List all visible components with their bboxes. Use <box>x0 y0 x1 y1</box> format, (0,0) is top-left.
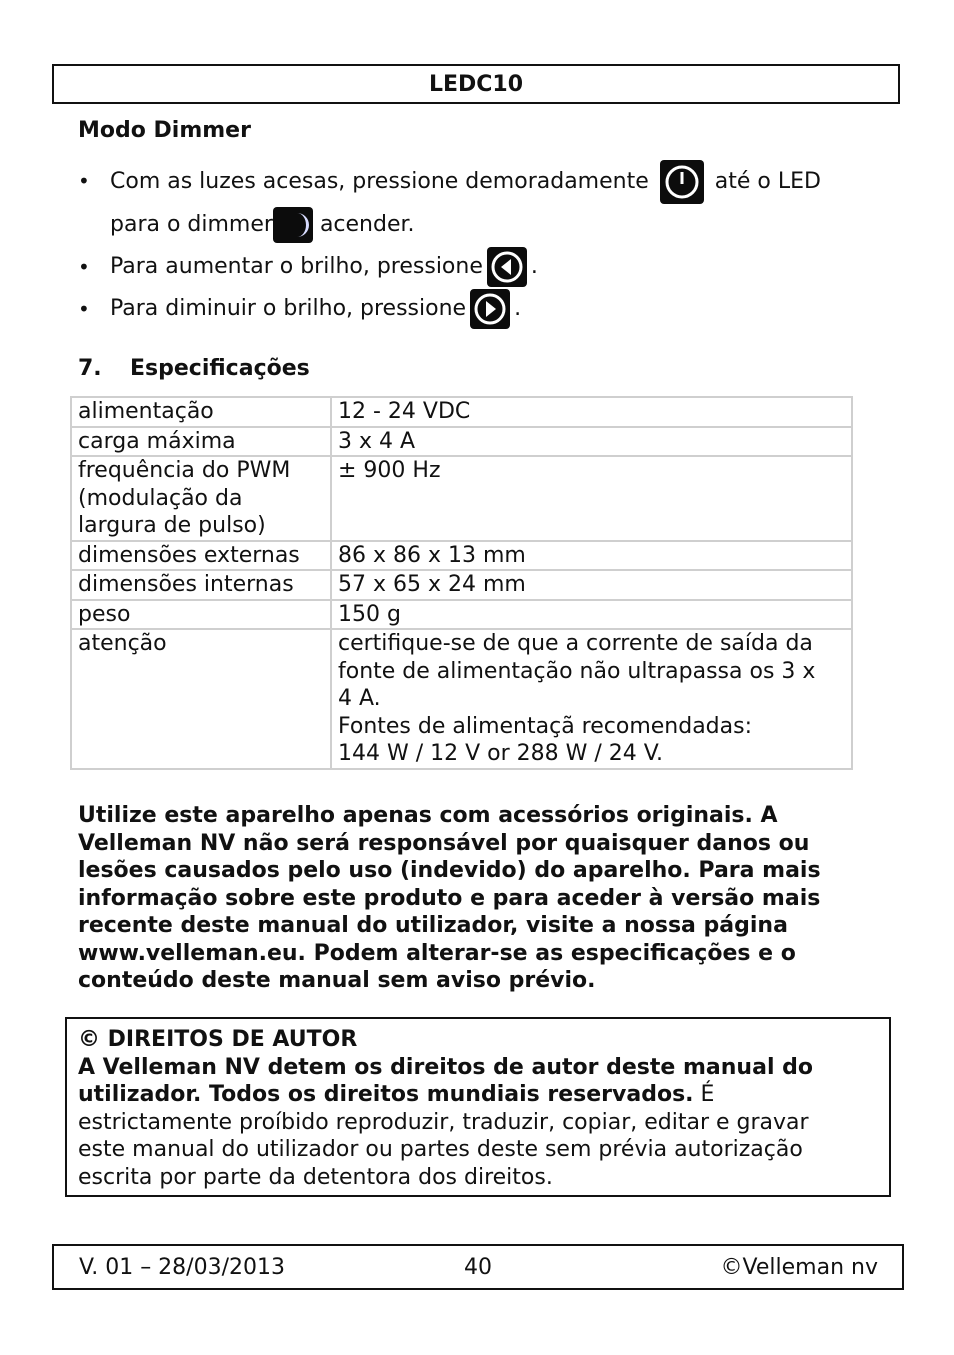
page-footer <box>52 1244 904 1290</box>
table-row <box>71 570 852 600</box>
table-row <box>71 629 852 769</box>
spec-key: dimensões internas <box>71 570 331 600</box>
specifications-heading <box>78 354 310 384</box>
page-header <box>52 64 900 104</box>
dimmer-moon-icon <box>273 207 313 243</box>
table-row <box>71 427 852 457</box>
right-arrow-icon <box>470 289 510 329</box>
list-item: • Para diminuir o brilho, pressione . <box>78 288 878 330</box>
copyright-box: © DIREITOS DE AUTOR A Velleman NV detem os direitos de autor deste manual do utilizador. Todos os direitos mundiais reservados. É estrictamente proíbido reproduzir, traduzir, copiar, editar e gravar este manual do utilizador ou partes deste sem prévia autorização escrita por parte da detentora dos direitos. <box>65 1017 891 1197</box>
spec-key: alimentação <box>71 397 331 427</box>
specifications-table <box>70 396 853 770</box>
page-number: 40 <box>464 1255 492 1280</box>
spec-value: 3 x 4 A <box>331 427 852 457</box>
spec-value: 12 - 24 VDC <box>331 397 852 427</box>
table-row <box>71 541 852 571</box>
left-arrow-icon <box>487 247 527 287</box>
dimmer-mode-heading: Modo Dimmer <box>78 118 251 143</box>
spec-key: dimensões externas <box>71 541 331 571</box>
list-item: • Com as luzes acesas, pressione demoradamente até o LED para o dimmer acender. <box>78 160 878 246</box>
power-icon <box>660 160 704 204</box>
section-number: 7. <box>78 356 102 381</box>
list-item: • Para aumentar o brilho, pressione . <box>78 246 878 288</box>
version-date: V. 01 – 28/03/2013 <box>79 1255 285 1280</box>
model-title: LEDC10 <box>428 72 524 97</box>
spec-key: frequência do PWM (modulação da largura de pulso) <box>71 456 331 541</box>
table-row <box>71 397 852 427</box>
table-row <box>71 456 852 541</box>
dimmer-instructions <box>78 160 878 330</box>
section-title: Especificações <box>130 356 310 381</box>
brand-copyright: ©Velleman nv <box>720 1255 878 1280</box>
copyright-heading: © DIREITOS DE AUTOR <box>78 1027 358 1052</box>
usage-notice: Utilize este aparelho apenas com acessórios originais. A Velleman NV não será responsável por quaisquer danos ou lesões causados pelo uso (indevido) do aparelho. Para mais informação sobre este produto e para aceder à versão mais recente deste manual do utilizador, visite a nossa página www.velleman.eu. Podem alterar-se as especificações e o conteúdo deste manual sem aviso prévio. <box>78 803 821 993</box>
spec-key: atenção <box>71 629 331 769</box>
spec-key: peso <box>71 600 331 630</box>
spec-key: carga máxima <box>71 427 331 457</box>
spec-value: ± 900 Hz <box>331 456 852 541</box>
spec-value: 86 x 86 x 13 mm <box>331 541 852 571</box>
spec-value: 57 x 65 x 24 mm <box>331 570 852 600</box>
table-row <box>71 600 852 630</box>
spec-value: 150 g <box>331 600 852 630</box>
spec-value: certifique-se de que a corrente de saída da fonte de alimentação não ultrapassa os 3 x 4 A. Fontes de alimentaçã recomendadas: 144 W / 12 V or 288 W / 24 V. <box>331 629 852 769</box>
